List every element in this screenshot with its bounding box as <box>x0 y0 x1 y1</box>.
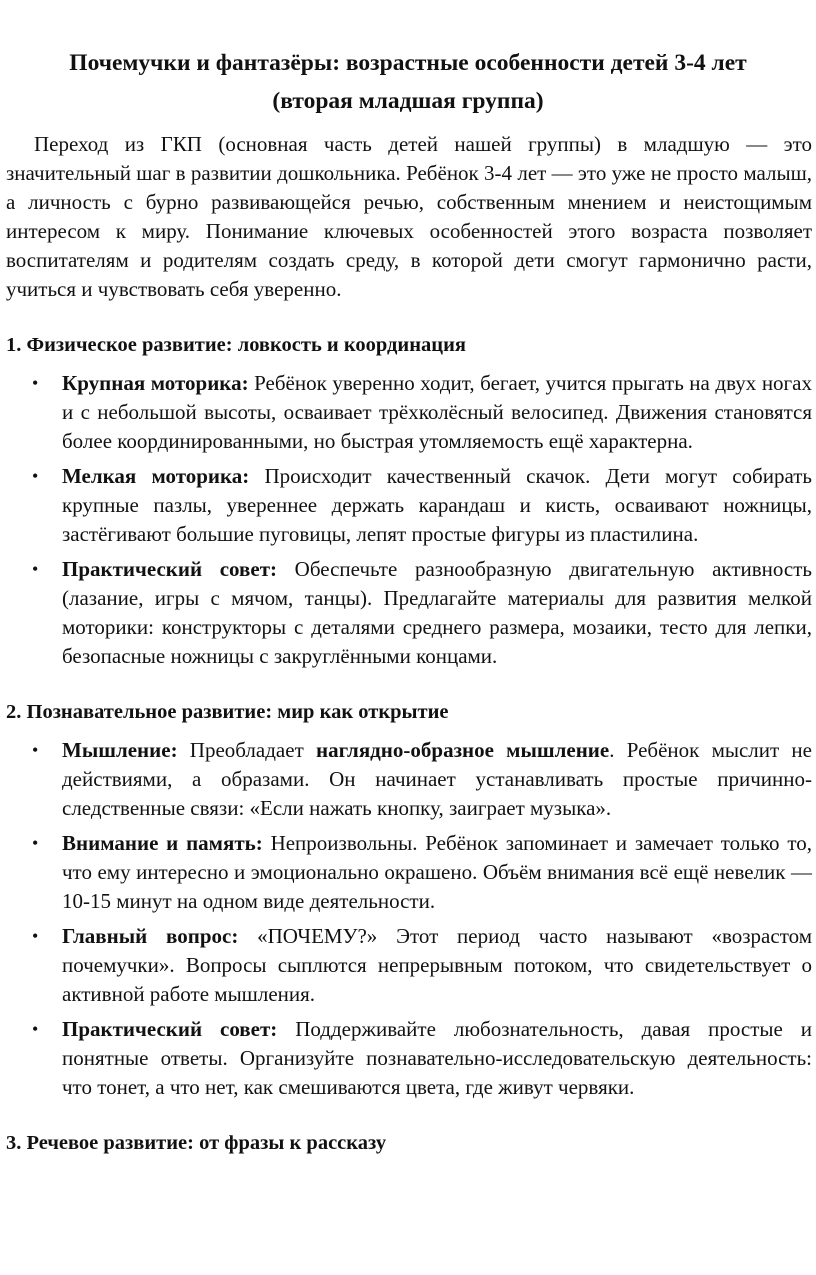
section-heading-physical: 1. Физическое развитие: ловкость и координация <box>6 334 466 356</box>
item-emphasis: наглядно-образное мышление <box>315 738 610 762</box>
title-line-1: Почемучки и фантазёры: возрастные особенности детей 3-4 лет <box>69 50 747 76</box>
list-item <box>62 922 812 1009</box>
list-item <box>62 555 812 671</box>
section-list-physical <box>0 369 816 671</box>
item-label: Мелкая моторика: <box>62 464 250 488</box>
item-text: Непроизвольны. Ребёнок запоминает и замечает только то, что ему интересно и эмоционально окрашено. Объём внимания всё ещё невелик — 10-15 минут на одном виде деятельности. <box>62 831 812 913</box>
item-label: Практический совет: <box>62 1017 278 1041</box>
section-heading-cognitive: 2. Познавательное развитие: мир как открытие <box>6 701 449 723</box>
section-heading-speech: 3. Речевое развитие: от фразы к рассказу <box>6 1132 387 1154</box>
item-label: Практический совет: <box>62 557 278 581</box>
item-label: Главный вопрос: <box>62 924 239 948</box>
title-line-2: (вторая младшая группа) <box>272 88 544 114</box>
list-item <box>62 1015 812 1102</box>
item-text: Поддерживайте любознательность, давая простые и понятные ответы. Организуйте познавательно-исследовательскую деятельность: что тонет, а что нет, как смешиваются цвета, где живут червяки. <box>62 1017 812 1099</box>
list-item <box>62 736 812 823</box>
item-text: Происходит качественный скачок. Дети могут собирать крупные пазлы, увереннее держать карандаш и кисть, осваивают ножницы, застёгивают большие пуговицы, лепят простые фигуры из пластилина. <box>62 464 812 546</box>
item-pre-text: Преобладает <box>177 738 316 762</box>
item-label: Мышление: <box>62 738 178 762</box>
intro-paragraph: Переход из ГКП (основная часть детей нашей группы) в младшую — это значительный шаг в развитии дошкольника. Ребёнок 3-4 лет — это уже не просто малыш, а личность с бурно развивающейся речью, собственным мнением и неистощимым интересом к миру. Понимание ключевых особенностей этого возраста позволяет воспитателям и родителям создать среду, в которой дети смогут гармонично расти, учиться и чувствовать себя уверенно. <box>6 132 812 301</box>
list-item <box>62 462 812 549</box>
item-text: . Ребёнок мыслит не действиями, а образами. Он начинает устанавливать простые причинно-следственные связи: «Если нажать кнопку, заиграет музыка». <box>62 738 812 820</box>
item-text: Обеспечьте разнообразную двигательную активность (лазание, игры с мячом, танцы). Предлагайте материалы для развития мелкой моторики: конструкторы с деталями среднего размера, мозаики, тесто для лепки, безопасные ножницы с закруглёнными концами. <box>62 557 812 668</box>
list-item <box>62 369 812 456</box>
item-text: Ребёнок уверенно ходит, бегает, учится прыгать на двух ногах и с небольшой высоты, осваивает трёхколёсный велосипед. Движения становятся более координированными, но быстрая утомляемость ещё характерна. <box>62 371 812 453</box>
section-list-cognitive <box>0 736 816 1102</box>
item-text: «ПОЧЕМУ?» Этот период часто называют «возрастом почемучки». Вопросы сыплются непрерывным потоком, что свидетельствует о активной работе мышления. <box>62 924 812 1006</box>
list-item <box>62 829 812 916</box>
item-label: Крупная моторика: <box>62 371 249 395</box>
page-title <box>0 44 816 120</box>
item-label: Внимание и память: <box>62 831 263 855</box>
